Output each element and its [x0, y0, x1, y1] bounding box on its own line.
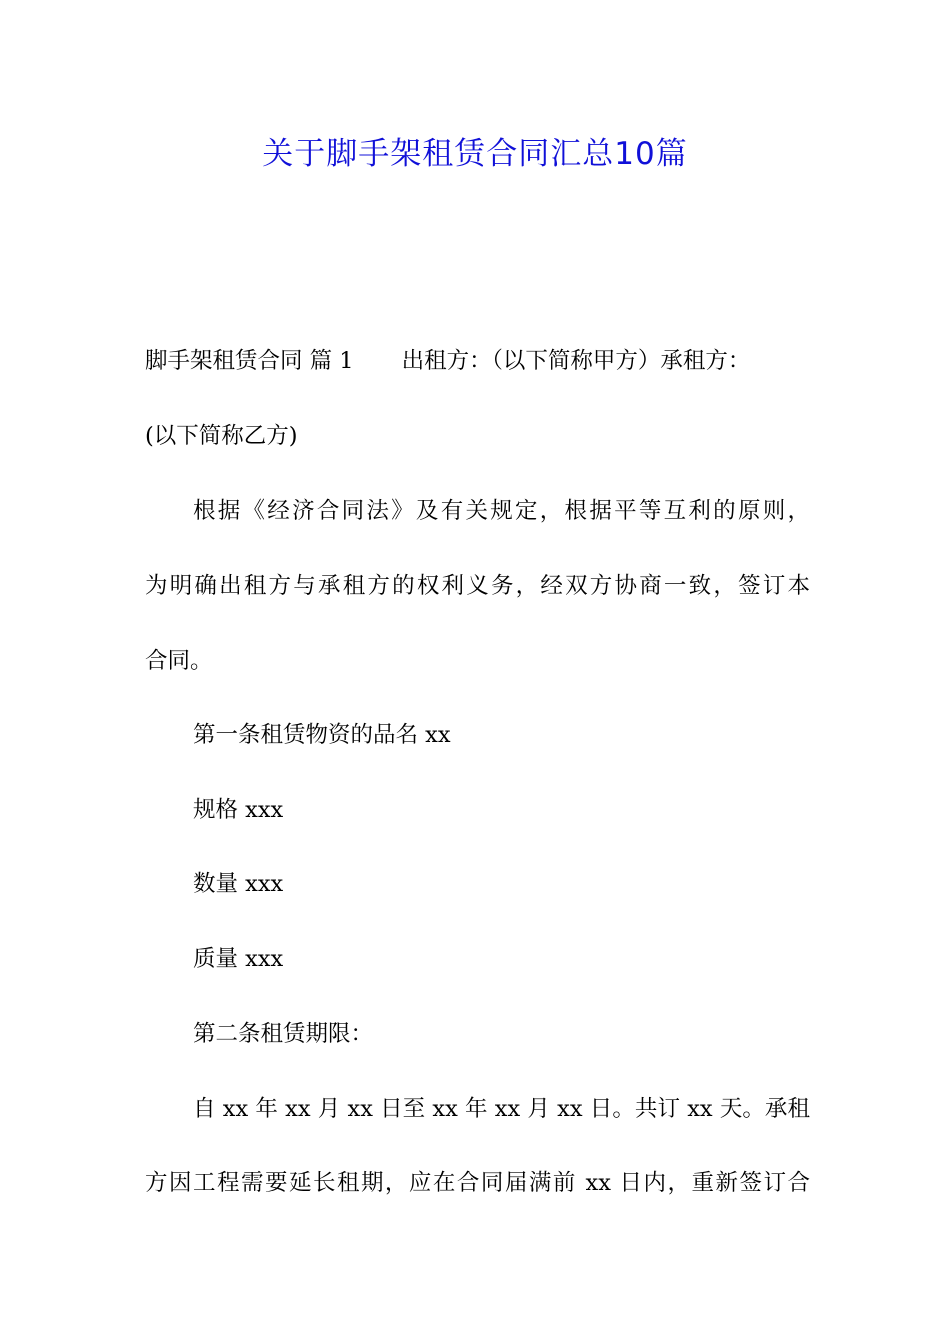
contract-section-label: 脚手架租赁合同 篇 1: [145, 348, 354, 374]
parties-label: 出租方：（以下简称甲方）承租方：: [401, 348, 751, 374]
clause-line: 质量 xxx: [193, 946, 284, 972]
paragraph-line: 方因工程需要延长租期，应在合同届满前 xx 日内，重新签订合: [145, 1170, 810, 1196]
clause-line: 第一条租赁物资的品名 xx: [193, 722, 451, 748]
document-title: 关于脚手架租赁合同汇总10篇: [262, 136, 688, 172]
contract-heading-line: [145, 343, 810, 379]
paragraph-line: 合同。: [145, 648, 213, 674]
text-line: (以下简称乙方): [145, 423, 298, 449]
clause-line: 数量 xxx: [193, 871, 284, 897]
paragraph-line: 根据《经济合同法》及有关规定，根据平等互利的原则，: [193, 498, 810, 524]
clause-line: 规格 xxx: [193, 797, 284, 823]
paragraph-line: 为明确出租方与承租方的权利义务，经双方协商一致，签订本: [145, 573, 810, 599]
clause-heading: 第二条租赁期限：: [193, 1021, 374, 1047]
paragraph-line: 自 xx 年 xx 月 xx 日至 xx 年 xx 月 xx 日。共订 xx 天。承租: [193, 1096, 810, 1122]
